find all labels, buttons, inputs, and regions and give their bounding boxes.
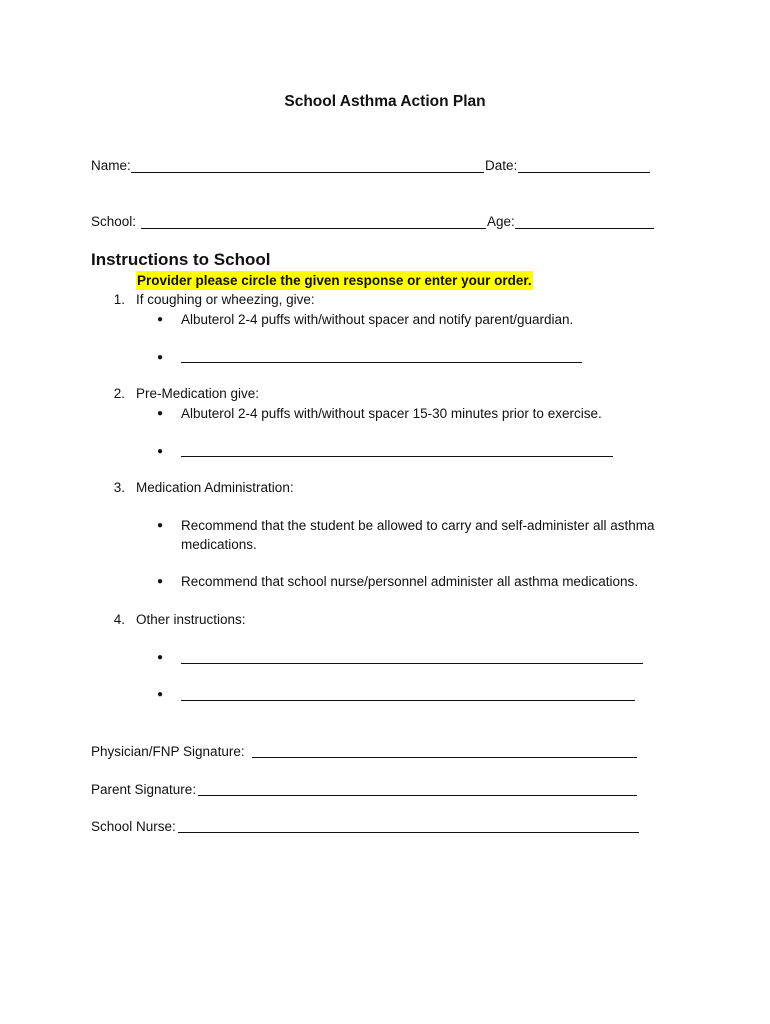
school-label: School: [91, 214, 140, 229]
bullet-icon: ● [157, 352, 164, 363]
name-label: Name: [91, 158, 131, 173]
item-number-1: 1. [113, 292, 125, 307]
item-1-bullet-text: Albuterol 2-4 puffs with/without spacer and notify parent/guardian. [181, 312, 574, 327]
physician-signature-field[interactable] [252, 757, 637, 758]
provider-note-highlight: Provider please circle the given response or enter your order. [137, 273, 532, 288]
physician-signature-label: Physician/FNP Signature: [91, 744, 249, 759]
item-text-2: Pre-Medication give: [136, 386, 260, 401]
item-3-bullet-a-line1: Recommend that the student be allowed to carry and self-administer all asthma [181, 518, 655, 533]
bullet-icon: ● [157, 520, 164, 531]
name-field[interactable] [131, 172, 484, 173]
other-instruction-field-1[interactable] [181, 663, 643, 664]
item-number-2: 2. [113, 386, 125, 401]
date-label: Date: [485, 158, 518, 173]
page-title: School Asthma Action Plan [284, 93, 486, 110]
date-field[interactable] [518, 172, 650, 173]
school-field[interactable] [141, 228, 486, 229]
item-3-bullet-b: Recommend that school nurse/personnel administer all asthma medications. [181, 574, 638, 589]
item-2-order-field[interactable] [181, 456, 613, 457]
instructions-heading: Instructions to School [91, 250, 271, 269]
parent-signature-label: Parent Signature: [91, 782, 197, 797]
bullet-icon: ● [157, 446, 164, 457]
item-text-1: If coughing or wheezing, give: [136, 292, 315, 307]
item-3-bullet-a-line2: medications. [181, 537, 257, 552]
parent-signature-field[interactable] [198, 795, 637, 796]
age-field[interactable] [515, 228, 654, 229]
other-instruction-field-2[interactable] [181, 700, 635, 701]
item-1-order-field[interactable] [181, 362, 582, 363]
item-text-4: Other instructions: [136, 612, 246, 627]
bullet-icon: ● [157, 576, 164, 587]
item-text-3: Medication Administration: [136, 480, 294, 495]
age-label: Age: [487, 214, 515, 229]
bullet-icon: ● [157, 314, 164, 325]
bullet-icon: ● [157, 652, 164, 663]
bullet-icon: ● [157, 689, 164, 700]
item-number-4: 4. [113, 612, 125, 627]
item-2-bullet-text: Albuterol 2-4 puffs with/without spacer 15-30 minutes prior to exercise. [181, 406, 602, 421]
school-nurse-field[interactable] [178, 832, 639, 833]
bullet-icon: ● [157, 408, 164, 419]
item-number-3: 3. [113, 480, 125, 495]
school-nurse-label: School Nurse: [91, 819, 176, 834]
